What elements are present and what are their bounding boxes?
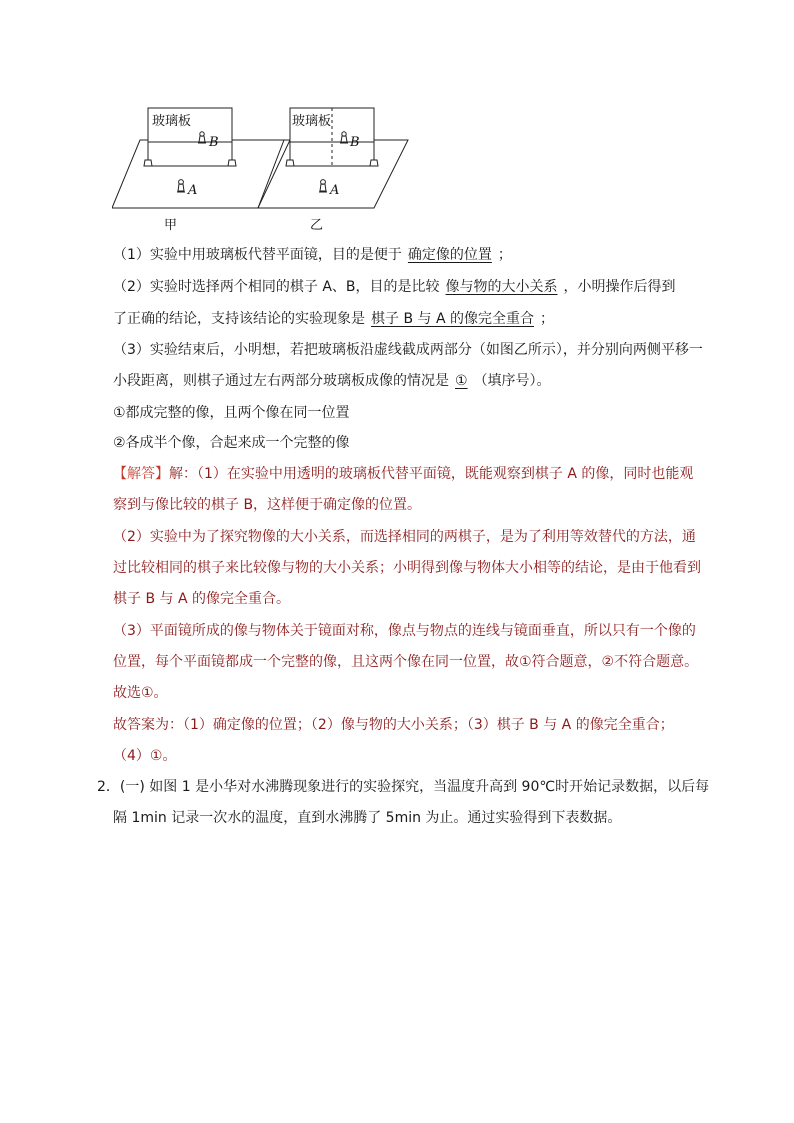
q1-part3-line1: （3）实验结束后，小明想，若把玻璃板沿虚线截成两部分（如图乙所示），并分别向两侧平移一 xyxy=(113,342,703,358)
answer-blank-3: 棋子 B 与 A 的像完全重合 xyxy=(371,311,534,327)
piece-b-label-left: B xyxy=(209,135,219,150)
piece-a-label-right: A xyxy=(330,183,340,198)
q2-line2: 隔 1min 记录一次水的温度，直到水沸腾了 5min 为止。通过实验得到下表数据。 xyxy=(113,810,622,826)
caption-yi: 乙 xyxy=(310,218,324,233)
q1-part1: （1）实验中用玻璃板代替平面镜，目的是便于 确定像的位置 ； xyxy=(113,247,512,263)
solution-part1-line2: 察到与像比较的棋子 B，这样便于确定像的位置。 xyxy=(113,497,422,513)
solution-part1-line1: 【解答】解：（1）在实验中用透明的玻璃板代替平面镜，既能观察到棋子 A 的像，同时也能观 xyxy=(113,466,694,482)
piece-a-label-left: A xyxy=(188,183,198,198)
experiment-figure xyxy=(112,102,422,236)
chess-piece-a-icon xyxy=(177,180,185,192)
glass-board-label-left: 玻璃板 xyxy=(152,114,192,129)
solution-tag: 【解答】 xyxy=(113,466,169,482)
piece-b-label-right: B xyxy=(350,135,360,150)
solution-part3-line2: 位置，每个平面镜都成一个完整的像，且这两个像在同一位置，故①符合题意，②不符合题意。 xyxy=(113,654,699,670)
option-1: ①都成完整的像，且两个像在同一位置 xyxy=(113,405,350,421)
solution-part2-line1: （2）实验中为了探究物像的大小关系，而选择相同的两棋子，是为了利用等效替代的方法，通 xyxy=(113,529,696,545)
diagram-jia xyxy=(112,108,290,233)
q2-line1: 2．(一) 如图 1 是小华对水沸腾现象进行的实验探究，当温度升高到 90℃时开始记录数据，以后每 xyxy=(97,779,710,795)
glass-board-label-right: 玻璃板 xyxy=(292,114,332,129)
solution-part2-line3: 棋子 B 与 A 的像完全重合。 xyxy=(113,591,290,607)
answer-blank-4: ① xyxy=(455,373,468,389)
solution-part3-line1: （3）平面镜所成的像与物体关于镜面对称，像点与物点的连线与镜面垂直，所以只有一个像的 xyxy=(113,623,696,639)
solution-part2-line2: 过比较相同的棋子来比较像与物的大小关系；小明得到像与物体大小相等的结论，是由于他看到 xyxy=(113,560,701,576)
q1-part3-line2: 小段距离，则棋子通过左右两部分玻璃板成像的情况是 ① （填序号）。 xyxy=(113,373,551,389)
answer-blank-1: 确定像的位置 xyxy=(407,247,492,263)
final-answer-line2: （4）①。 xyxy=(113,748,177,764)
final-answer-line1: 故答案为：（1）确定像的位置；（2）像与物的大小关系；（3）棋子 B 与 A 的像完全重合； xyxy=(113,717,674,733)
caption-jia: 甲 xyxy=(164,218,178,233)
q1-part2-line2: 了正确的结论，支持该结论的实验现象是 棋子 B 与 A 的像完全重合 ； xyxy=(113,311,554,327)
chess-piece-a-icon xyxy=(319,180,327,192)
option-2: ②各成半个像，合起来成一个完整的像 xyxy=(113,435,350,451)
solution-part3-line3: 故选①。 xyxy=(113,685,168,701)
answer-blank-2: 像与物的大小关系 xyxy=(445,279,558,295)
diagram-yi xyxy=(258,108,408,233)
q1-part2-line1: （2）实验时选择两个相同的棋子 A、B，目的是比较 像与物的大小关系 ，小明操作后得到 xyxy=(113,279,676,295)
